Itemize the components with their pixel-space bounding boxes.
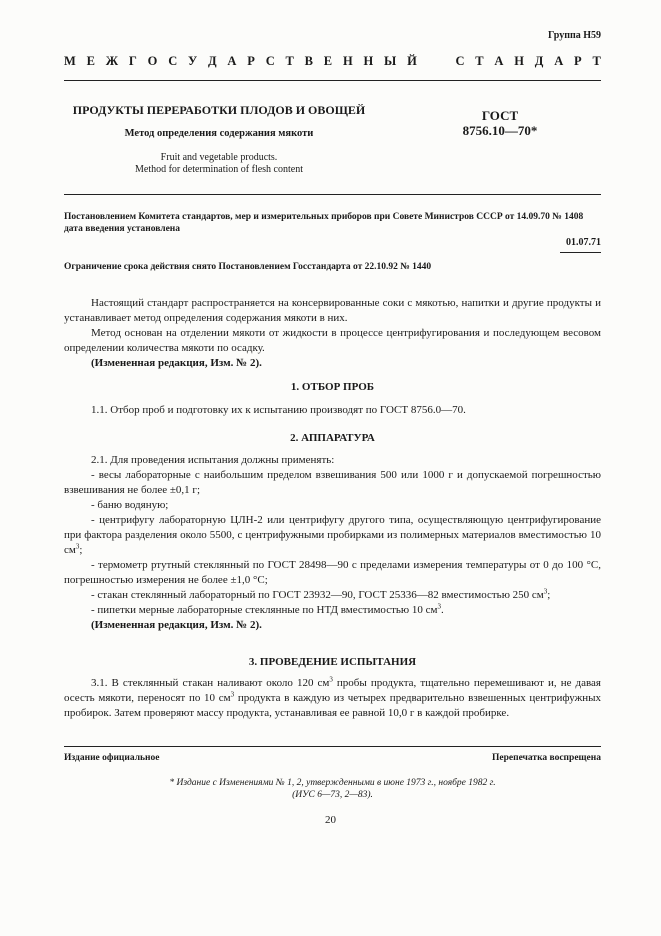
banner-letter: А xyxy=(554,54,564,68)
date-underline xyxy=(560,252,601,253)
equipment-item-bath: - баню водяную; xyxy=(91,499,169,511)
banner-letter: О xyxy=(147,54,158,68)
edition-note-line1: * Издание с Изменениями № 1, 2, утвержденными в июне 1973 г., ноябре 1982 г. xyxy=(169,778,496,788)
gost-label: ГОСТ xyxy=(481,108,519,123)
banner-letter: Ы xyxy=(384,54,397,68)
banner-letter: Р xyxy=(574,54,582,68)
page-number: 20 xyxy=(325,814,336,826)
section-1-body xyxy=(64,403,601,418)
equipment-item-pipettes xyxy=(64,603,601,618)
section-2-heading: 2. АППАРАТУРА xyxy=(290,432,375,444)
punct: ; xyxy=(547,589,551,601)
intro-revision: (Измененная редакция, Изм. № 2). xyxy=(91,357,262,369)
equipment-item-thermometer: - термометр ртутный стеклянный по ГОСТ 28498—90 с пределами измерения температуры от 0 до 100 °С, погрешностью измерения не более ±1,0 °С; xyxy=(64,559,601,586)
top-rule xyxy=(64,80,601,81)
banner-letter: Н xyxy=(342,54,353,68)
banner-letter: С xyxy=(168,54,178,68)
section-2-revision: (Измененная редакция, Изм. № 2). xyxy=(91,619,262,631)
intro-paragraph-2: Метод основан на отделении мякоти от жидкости в процессе центрифугирования и последующем весовом определении количества мякоти по осадку. xyxy=(64,327,601,354)
equipment-item-centrifuge xyxy=(64,513,601,558)
official-edition-label: Издание официальное xyxy=(64,753,160,763)
punct: . xyxy=(440,604,444,616)
banner-letter: С xyxy=(265,54,275,68)
english-title-line1: Fruit and vegetable products. xyxy=(160,152,278,163)
banner-letter: С xyxy=(455,54,465,68)
banner-letter xyxy=(428,54,431,69)
section-3-body xyxy=(64,676,601,721)
banner-letter: Т xyxy=(475,54,484,68)
banner-letter: Д xyxy=(208,54,217,68)
section-3-heading: 3. ПРОВЕДЕНИЕ ИСПЫТАНИЯ xyxy=(248,656,417,668)
banner-letter: Г xyxy=(128,54,137,68)
intro-paragraph-1: Настоящий стандарт распространяется на консервированные соки с мякотью, напитки и другие продукты и устанавливает метод определения содержания мякоти в них. xyxy=(64,297,601,324)
gost-number: 8756.10—70* xyxy=(462,123,538,138)
banner-letter: Е xyxy=(323,54,333,68)
banner-letter: Н xyxy=(514,54,524,68)
punct: ; xyxy=(79,544,83,556)
section-2-body xyxy=(64,453,601,633)
decree-text: Постановлением Комитета стандартов, мер и измерительных приборов при Совете Министров СССР от 14.09.70 № 1408 дата введения установлена xyxy=(64,212,584,234)
banner-letter: В xyxy=(304,54,313,68)
limit-text: Ограничение срока действия снято Постановлением Госстандарта от 22.10.92 № 1440 xyxy=(64,262,432,272)
banner-letter: А xyxy=(494,54,504,68)
section-1-paragraph: 1.1. Отбор проб и подготовку их к испытанию производят по ГОСТ 8756.0—70. xyxy=(91,404,466,416)
equipment-item-beaker-text: - стакан стеклянный лабораторный по ГОСТ 23932—90, ГОСТ 25336—82 вместимостью 250 см xyxy=(91,589,544,601)
reprint-prohibited-label: Перепечатка воспрещена xyxy=(491,753,601,763)
footer-rule xyxy=(64,746,601,747)
banner-letter: Е xyxy=(86,54,95,68)
text-part: пробы продукта, тщательно перемешивают и, не давая осесть мякоти, переносят по 10 см xyxy=(64,677,601,704)
section-2-paragraph: 2.1. Для проведения испытания должны применять: xyxy=(91,454,335,466)
banner-letter xyxy=(442,54,445,69)
banner-letter: Н xyxy=(363,54,374,68)
superscript: 3 xyxy=(543,587,548,596)
banner-letter: У xyxy=(188,54,198,68)
equipment-item-scales: - весы лабораторные с наибольшим пределом взвешивания 500 или 1000 г и допускаемой погрешностью взвешивания не более ±0,1 г; xyxy=(64,469,601,496)
intro-section xyxy=(64,296,601,371)
equipment-item-beaker xyxy=(64,588,601,603)
banner-letter: Й xyxy=(407,54,417,68)
effective-date: 01.07.71 xyxy=(566,237,601,248)
gost-designation xyxy=(440,108,560,138)
title-rule xyxy=(64,194,601,195)
section-3-paragraph xyxy=(64,676,601,721)
group-code: Группа Н59 xyxy=(548,30,601,41)
section-1-heading: 1. ОТБОР ПРОБ xyxy=(290,381,375,393)
banner-letter: Ж xyxy=(105,54,119,68)
banner-letter: Т xyxy=(285,54,294,68)
text-part: продукта в каждую из четырех предварительно взвешенных центрифужных пробирок. Затем проверяют массу продукта, устанавливая ее равной 10,0 г в каждой пробирке. xyxy=(64,692,601,719)
superscript: 3 xyxy=(75,542,80,551)
edition-note-line2: (ИУС 6—73, 2—83). xyxy=(292,790,373,800)
standard-subtitle: Метод определения содержания мякоти xyxy=(124,128,314,139)
edition-note xyxy=(64,777,601,801)
english-title xyxy=(64,152,374,176)
banner-letter: Д xyxy=(534,54,544,68)
english-title-line2: Method for determination of flesh content xyxy=(134,164,303,175)
equipment-item-centrifuge-text: - центрифугу лабораторную ЦЛН-2 или центрифугу другого типа, осуществляющую центрифугирование при фактора разделения около 5500, с центрифужными пробирками из полимерных материалов вместимостью 10 см xyxy=(64,514,601,556)
banner-letter: Р xyxy=(247,54,255,68)
superscript: 3 xyxy=(329,675,333,684)
standard-title: ПРОДУКТЫ ПЕРЕРАБОТКИ ПЛОДОВ И ОВОЩЕЙ xyxy=(72,103,366,117)
banner-letter: М xyxy=(64,54,76,68)
banner-letter: А xyxy=(227,54,237,68)
superscript: 3 xyxy=(437,602,441,611)
superscript: 3 xyxy=(230,690,235,699)
interstate-standard-banner xyxy=(64,54,601,69)
banner-letter: Т xyxy=(592,54,601,68)
equipment-item-pipettes-text: - пипетки мерные лабораторные стеклянные по НТД вместимостью 10 см xyxy=(91,604,438,616)
text-part: 3.1. В стеклянный стакан наливают около 120 см xyxy=(91,677,330,689)
